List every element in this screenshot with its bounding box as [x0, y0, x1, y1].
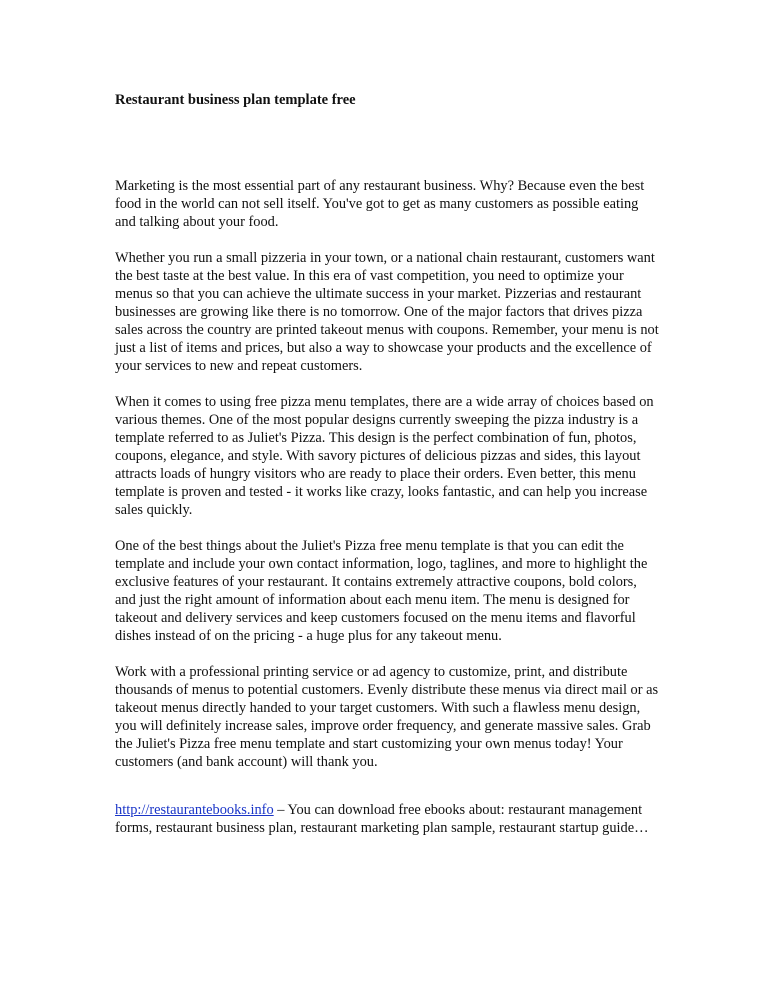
ebooks-link[interactable]: http://restaurantebooks.info [115, 802, 274, 818]
paragraph-pizzeria: Whether you run a small pizzeria in your town, or a national chain restaurant, customers want the best taste at the best value. In this era of vast competition, you need to optimize your menus so that you can achieve the ultimate success in your market. Pizzerias and restaurant businesses are growing like there is no tomorrow. One of the major factors that drives pizza sales across the country are printed takeout menus with coupons. Remember, your menu is not just a list of items and prices, but also a way to showcase your products and the excellence of your services to new and repeat customers. [115, 250, 659, 374]
footer-note [115, 801, 660, 837]
document-body [115, 177, 660, 789]
document-title: Restaurant business plan template free [115, 92, 356, 108]
footer-text: – You can download free ebooks about: restaurant management forms, restaurant business plan, restaurant marketing plan sample, restaurant startup guide… [115, 802, 649, 836]
paragraph-marketing: Marketing is the most essential part of any restaurant business. Why? Because even the best food in the world can not sell itself. You've got to get as many customers as possible eating and talking about your food. [115, 178, 645, 230]
paragraph-juliets-pizza: One of the best things about the Juliet's Pizza free menu template is that you can edit the template and include your own contact information, logo, taglines, and more to highlight the exclusive features of your restaurant. It contains extremely attractive coupons, bold colors, and just the right amount of information about each menu item. The menu is designed for takeout and delivery services and keep customers focused on the menu items and flavorful dishes instead of on the pricing - a huge plus for any takeout menu. [115, 538, 648, 644]
paragraph-menu-templates: When it comes to using free pizza menu templates, there are a wide array of choices based on various themes. One of the most popular designs currently sweeping the pizza industry is a template referred to as Juliet's Pizza. This design is the perfect combination of fun, photos, coupons, elegance, and style. With savory pictures of delicious pizzas and sides, this layout attracts loads of hungry visitors who are ready to place their orders. Even better, this menu template is proven and tested - it works like crazy, looks fantastic, and can help you increase sales quickly. [115, 394, 654, 518]
paragraph-printing-service: Work with a professional printing service or ad agency to customize, print, and distribute thousands of menus to potential customers. Evenly distribute these menus via direct mail or as takeout menus directly handed to your target customers. With such a flawless menu design, you will definitely increase sales, improve order frequency, and generate massive sales. Grab the Juliet's Pizza free menu template and start customizing your own menus today! Your customers (and bank account) will thank you. [115, 664, 659, 770]
